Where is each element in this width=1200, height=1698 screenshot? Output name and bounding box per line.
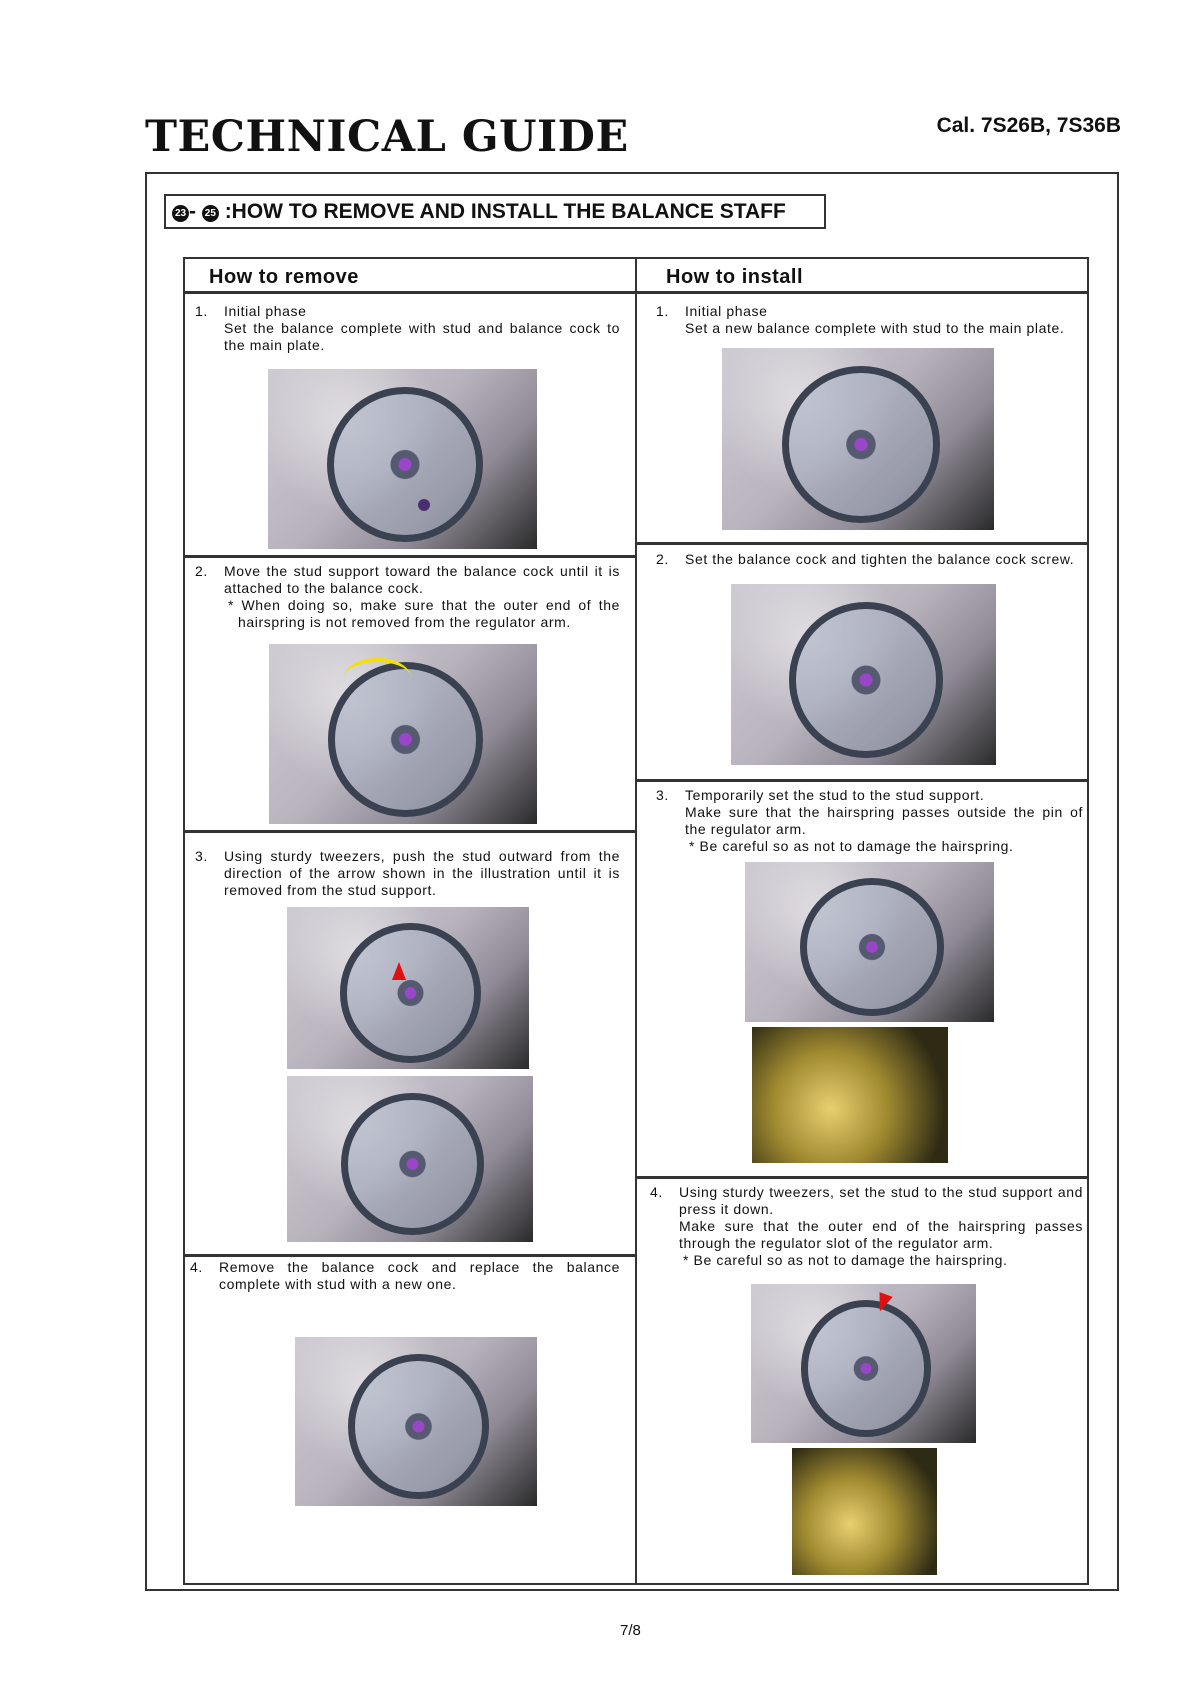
step-text: Set a new balance complete with stud to the main plate.: [685, 320, 1065, 336]
step-text: Using sturdy tweezers, push the stud outward from the direction of the arrow shown in the illustration until it is removed from the stud support.: [224, 848, 620, 898]
step-number: 2.: [195, 563, 208, 579]
red-arrow-icon: [392, 962, 406, 980]
step-text: Initial phase: [685, 303, 768, 319]
step-text: Set the balance cock and tighten the balance cock screw.: [685, 551, 1075, 567]
install-step-2: [656, 551, 1083, 568]
step-number-badge: 25: [202, 205, 219, 222]
step-text: Temporarily set the stud to the stud support.: [685, 787, 985, 803]
photo-install-step-1: [722, 348, 994, 530]
photo-remove-step-3a: [287, 907, 529, 1069]
row-divider: [183, 830, 636, 833]
step-number: 1.: [195, 303, 208, 319]
row-divider: [636, 779, 1089, 782]
step-number: 4.: [650, 1184, 663, 1200]
photo-remove-step-1: [268, 369, 537, 549]
step-text: Remove the balance cock and replace the balance complete with stud with a new one.: [219, 1259, 620, 1292]
photo-install-step-3a: [745, 862, 994, 1022]
section-title: [164, 194, 826, 229]
page-number: 7/8: [620, 1622, 641, 1639]
step-text: Set the balance complete with stud and balance cock to the main plate.: [224, 320, 620, 353]
row-divider: [183, 1254, 636, 1257]
photo-install-step-3b: [752, 1027, 948, 1163]
remove-step-3: [195, 848, 620, 899]
step-note: * When doing so, make sure that the outer end of the hairspring is not removed from the regulator arm.: [228, 597, 620, 630]
photo-remove-step-2: [269, 644, 537, 824]
column-divider: [635, 257, 637, 1585]
step-text: Make sure that the outer end of the hairspring passes through the regulator slot of the regulator arm.: [679, 1218, 1083, 1251]
step-number: 3.: [195, 848, 208, 864]
step-note: * Be careful so as not to damage the hairspring.: [683, 1252, 1008, 1268]
calibre-label: Cal. 7S26B, 7S36B: [936, 114, 1121, 137]
row-divider: [636, 542, 1089, 545]
photo-install-step-2: [731, 584, 996, 765]
step-text: Make sure that the hairspring passes outside the pin of the regulator arm.: [685, 804, 1083, 837]
step-number: 1.: [656, 303, 669, 319]
remove-step-2: [195, 563, 620, 631]
install-step-1: [656, 303, 1083, 337]
step-text: Using sturdy tweezers, set the stud to the stud support and press it down.: [679, 1184, 1083, 1217]
photo-install-step-4a: [751, 1284, 976, 1443]
document-title: TECHNICAL GUIDE: [145, 112, 629, 162]
step-number-badge: 23: [172, 205, 189, 222]
step-text: Move the stud support toward the balance cock until it is attached to the balance cock.: [224, 563, 620, 596]
step-number: 3.: [656, 787, 669, 803]
remove-heading: How to remove: [209, 266, 359, 288]
range-separator: -: [189, 200, 196, 223]
photo-remove-step-3b: [287, 1076, 533, 1242]
yellow-arrow-icon: [344, 658, 411, 698]
install-step-4: [650, 1184, 1083, 1269]
install-step-3: [656, 787, 1083, 855]
install-heading: How to install: [666, 266, 803, 288]
section-title-text: :HOW TO REMOVE AND INSTALL THE BALANCE STAFF: [224, 200, 786, 223]
step-number: 2.: [656, 551, 669, 567]
row-divider: [636, 1176, 1089, 1179]
photo-remove-step-4: [295, 1337, 537, 1506]
remove-step-1: [195, 303, 620, 354]
step-number: 4.: [190, 1259, 203, 1275]
header-divider: [183, 291, 1089, 294]
row-divider: [183, 555, 636, 558]
step-note: * Be careful so as not to damage the hairspring.: [689, 838, 1014, 854]
step-text: Initial phase: [224, 303, 307, 319]
photo-install-step-4b: [792, 1448, 937, 1575]
remove-step-4: [190, 1259, 620, 1293]
